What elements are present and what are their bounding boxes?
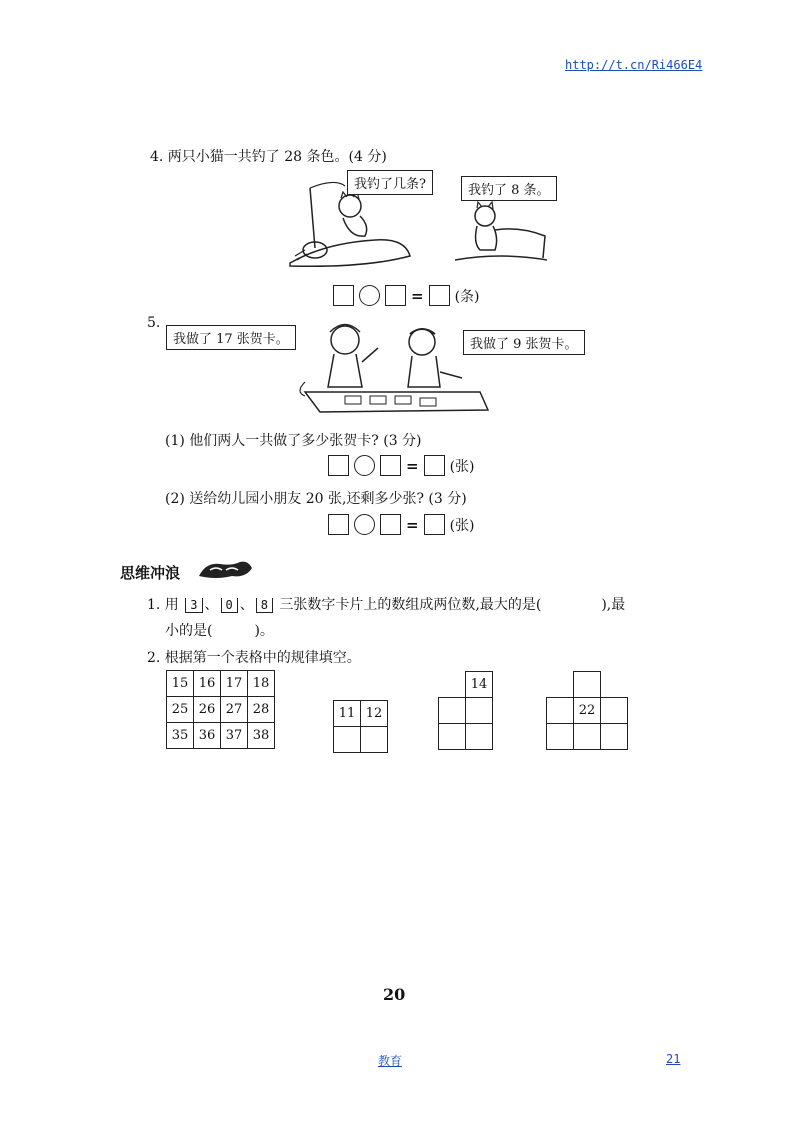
q4-equation — [333, 285, 480, 306]
answer-cell[interactable] — [466, 698, 493, 724]
table-cell: 27 — [221, 697, 248, 723]
table-cell: 35 — [167, 723, 194, 749]
table-row — [547, 724, 628, 750]
answer-box[interactable] — [380, 514, 401, 535]
answer-cell[interactable] — [547, 724, 574, 750]
table-cell: 18 — [248, 671, 275, 697]
empty-cell — [547, 672, 574, 698]
answer-cell[interactable] — [574, 672, 601, 698]
table-row — [167, 723, 275, 749]
table-cell: 26 — [194, 697, 221, 723]
operator-circle[interactable] — [354, 455, 375, 476]
problem-2-text: 2. 根据第一个表格中的规律填空。 — [147, 650, 361, 666]
table-row — [439, 698, 493, 724]
answer-cell[interactable] — [466, 724, 493, 750]
table-row — [439, 724, 493, 750]
answer-cell[interactable] — [574, 724, 601, 750]
table-cell: 14 — [466, 672, 493, 698]
answer-cell[interactable] — [601, 724, 628, 750]
answer-box[interactable] — [333, 285, 354, 306]
page-number: 20 — [383, 985, 406, 1004]
speech-bubble-right-cat: 我钓了 8 条。 — [461, 176, 557, 201]
speech-bubble-boy: 我做了 9 张贺卡。 — [463, 330, 585, 355]
answer-box[interactable] — [385, 285, 406, 306]
problem-1-middle: 三张数字卡片上的数组成两位数,最大的是( — [279, 597, 542, 613]
wave-icon — [196, 556, 256, 582]
footer-page-link[interactable]: 21 — [666, 1052, 681, 1066]
separator: 、 — [204, 597, 219, 613]
unit-label: (条) — [454, 288, 480, 305]
answer-box[interactable] — [424, 455, 445, 476]
answer-box[interactable] — [328, 455, 349, 476]
answer-box[interactable] — [328, 514, 349, 535]
answer-cell[interactable] — [334, 727, 361, 753]
question-5-part-2: (2) 送给幼儿园小朋友 20 张,还剩多少张? (3 分) — [165, 491, 467, 507]
digit-card: 8 — [256, 598, 273, 613]
problem-1-line-2-start: 小的是( — [165, 623, 213, 639]
pattern-table-1 — [166, 670, 275, 749]
problem-1-line-2-end: )。 — [254, 623, 274, 639]
pattern-table-2 — [333, 700, 388, 753]
equals-sign: = — [406, 456, 419, 475]
separator: 、 — [239, 597, 254, 613]
section-title: 思维冲浪 — [120, 564, 181, 582]
pattern-table-4 — [546, 671, 628, 750]
table-row — [547, 698, 628, 724]
unit-label: (张) — [449, 458, 475, 475]
answer-cell[interactable] — [439, 724, 466, 750]
q5-2-equation — [328, 514, 475, 535]
answer-box[interactable] — [380, 455, 401, 476]
speech-bubble-girl: 我做了 17 张贺卡。 — [166, 325, 296, 350]
empty-cell — [439, 672, 466, 698]
pattern-table-3 — [438, 671, 493, 750]
question-5-number: 5. — [147, 315, 161, 331]
equals-sign: = — [411, 286, 424, 305]
table-row — [334, 701, 388, 727]
equals-sign: = — [406, 515, 419, 534]
table-cell: 25 — [167, 697, 194, 723]
empty-cell — [601, 672, 628, 698]
answer-cell[interactable] — [547, 698, 574, 724]
table-row — [167, 671, 275, 697]
answer-cell[interactable] — [601, 698, 628, 724]
footer-center-link[interactable]: 教育 — [378, 1054, 403, 1068]
table-cell: 16 — [194, 671, 221, 697]
table-row — [439, 672, 493, 698]
answer-cell[interactable] — [361, 727, 388, 753]
unit-label: (张) — [449, 517, 475, 534]
problem-1-line-2 — [165, 620, 274, 640]
problem-1-end: ),最 — [601, 597, 626, 613]
table-cell: 36 — [194, 723, 221, 749]
table-cell: 17 — [221, 671, 248, 697]
table-cell: 15 — [167, 671, 194, 697]
table-cell: 11 — [334, 701, 361, 727]
q5-1-equation — [328, 455, 475, 476]
table-row — [167, 697, 275, 723]
speech-bubble-left-cat: 我钓了几条? — [347, 170, 433, 195]
table-row — [547, 672, 628, 698]
children-cards-illustration — [290, 312, 490, 422]
answer-cell[interactable] — [439, 698, 466, 724]
digit-card: 3 — [185, 598, 202, 613]
header-link[interactable]: http://t.cn/Ri466E4 — [565, 58, 703, 72]
table-cell: 38 — [248, 723, 275, 749]
answer-box[interactable] — [429, 285, 450, 306]
table-cell: 22 — [574, 698, 601, 724]
table-cell: 28 — [248, 697, 275, 723]
table-row — [334, 727, 388, 753]
problem-1-prefix: 1. 用 — [147, 597, 179, 613]
question-4-text: 4. 两只小猫一共钓了 28 条色。(4 分) — [150, 149, 387, 165]
answer-box[interactable] — [424, 514, 445, 535]
operator-circle[interactable] — [359, 285, 380, 306]
table-cell: 12 — [361, 701, 388, 727]
operator-circle[interactable] — [354, 514, 375, 535]
digit-card: 0 — [221, 598, 238, 613]
table-cell: 37 — [221, 723, 248, 749]
problem-1-line-1 — [147, 594, 625, 614]
question-5-part-1: (1) 他们两人一共做了多少张贺卡? (3 分) — [165, 433, 422, 449]
